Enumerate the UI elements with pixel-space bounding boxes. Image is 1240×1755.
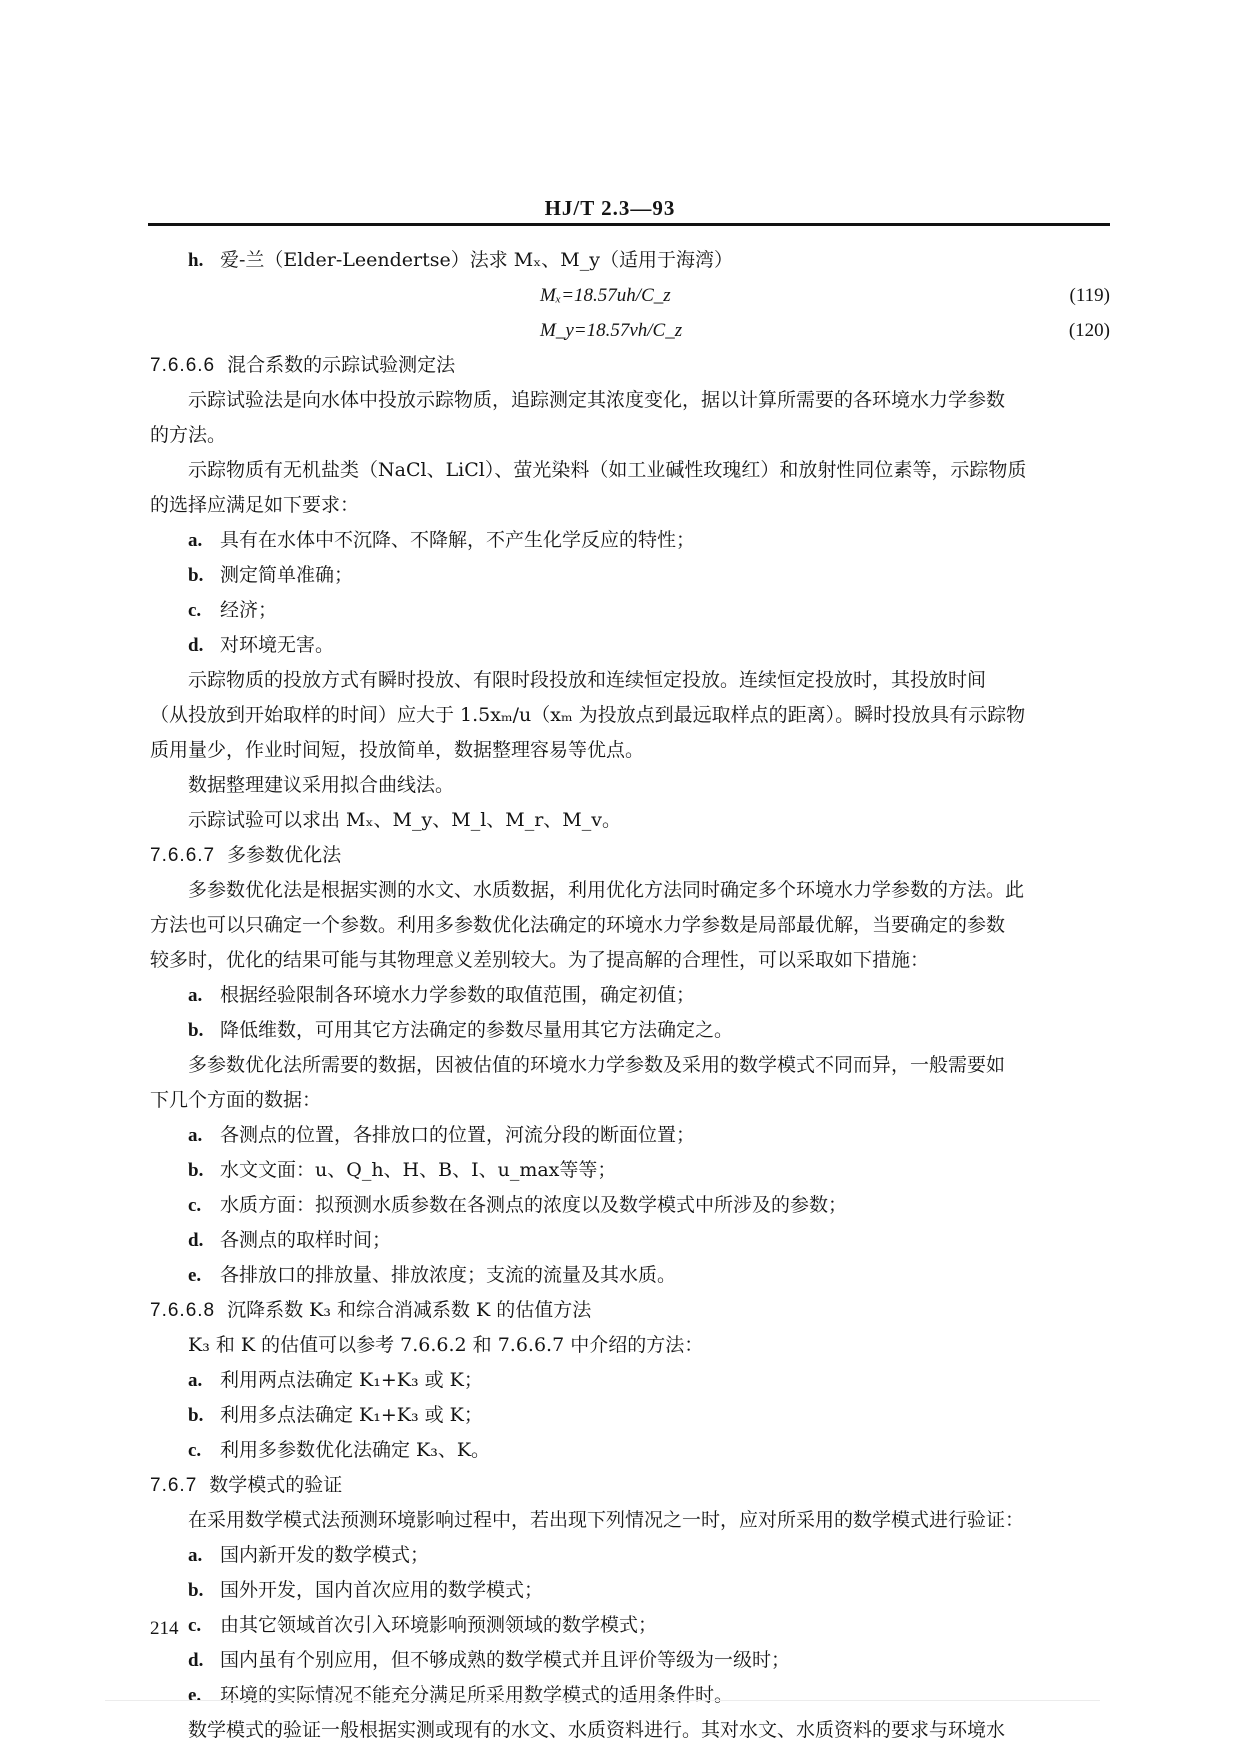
- paragraph-line: 示踪试验法是向水体中投放示踪物质，追踪测定其浓度变化，据以计算所需要的各环境水力学参数: [188, 389, 1006, 411]
- item-text: 具有在水体中不沉降、不降解，不产生化学反应的特性；: [220, 529, 696, 551]
- paragraph-line: 示踪物质有无机盐类（NaCl、LiCl）、萤光染料（如工业碱性玫瑰红）和放射性同位素等，示踪物质: [188, 459, 1027, 481]
- item-text: 爱-兰（Elder-Leendertse）法求 Mₓ、M_y（适用于海湾）: [220, 249, 733, 271]
- equation-119: [150, 278, 1110, 313]
- section-number: 7.6.7: [150, 1475, 198, 1496]
- item-label: d.: [188, 1650, 204, 1671]
- item-text: 根据经验限制各环境水力学参数的取值范围，确定初值；: [220, 984, 696, 1006]
- item-label: a.: [188, 985, 203, 1006]
- paragraph-line: （从投放到开始取样的时间）应大于 1.5xₘ/u（xₘ 为投放点到最远取样点的距离）。瞬时投放具有示踪物: [150, 704, 1026, 726]
- item-text: 水文文面：u、Q_h、H、B、I、u_max等等；: [220, 1159, 617, 1181]
- section-number: 7.6.6.8: [150, 1300, 216, 1321]
- section-title: 混合系数的示踪试验测定法: [227, 354, 456, 376]
- paragraph-line: K₃ 和 K 的估值可以参考 7.6.6.2 和 7.6.6.7 中介绍的方法：: [188, 1334, 704, 1356]
- item-text: 各测点的位置，各排放口的位置，河流分段的断面位置；: [220, 1124, 696, 1146]
- list-item: [150, 1188, 1110, 1223]
- paragraph-line: 质用量少，作业时间短，投放简单，数据整理容易等优点。: [150, 739, 645, 761]
- paragraph-line: 多参数优化法是根据实测的水文、水质数据，利用优化方法同时确定多个环境水力学参数的方法。此: [188, 879, 1025, 901]
- item-label: c.: [188, 1195, 202, 1216]
- paragraph-line: 数据整理建议采用拟合曲线法。: [188, 774, 455, 796]
- item-text: 国内虽有个别应用，但不够成熟的数学模式并且评价等级为一级时；: [220, 1649, 791, 1671]
- paragraph-line: 示踪物质的投放方式有瞬时投放、有限时段投放和连续恒定投放。连续恒定投放时，其投放时间: [188, 669, 987, 691]
- item-text: 水质方面：拟预测水质参数在各测点的浓度以及数学模式中所涉及的参数；: [220, 1194, 848, 1216]
- section-heading-7-6-6-7: [150, 838, 1110, 873]
- list-item: [150, 1223, 1110, 1258]
- item-text: 各测点的取样时间；: [220, 1229, 392, 1251]
- list-item: [150, 558, 1110, 593]
- equation-formula: Mₓ=18.57uh/C_z: [540, 285, 671, 306]
- section-heading-7-6-6-8: [150, 1293, 1110, 1328]
- paragraph-line: 在采用数学模式法预测环境影响过程中，若出现下列情况之一时，应对所采用的数学模式进行验证：: [188, 1509, 1025, 1531]
- item-text: 测定简单准确；: [220, 564, 354, 586]
- section-number: 7.6.6.6: [150, 355, 216, 376]
- page-body: [150, 243, 1110, 1748]
- item-label: a.: [188, 1370, 203, 1391]
- list-item: [150, 1573, 1110, 1608]
- item-label: c.: [188, 600, 202, 621]
- item-label: a.: [188, 1125, 203, 1146]
- list-item: [150, 1678, 1110, 1713]
- footer-rule: [105, 1700, 1100, 1701]
- list-item: [150, 1433, 1110, 1468]
- list-item: [150, 1258, 1110, 1293]
- item-text: 对环境无害。: [220, 634, 335, 656]
- list-item: [150, 1363, 1110, 1398]
- equation-number: (119): [1069, 285, 1110, 306]
- list-item: [150, 1643, 1110, 1678]
- item-label: b.: [188, 1405, 204, 1426]
- list-item-h: [150, 243, 1110, 278]
- item-text: 国内新开发的数学模式；: [220, 1544, 430, 1566]
- list-item: [150, 1118, 1110, 1153]
- item-label: e.: [188, 1265, 202, 1286]
- item-text: 各排放口的排放量、排放浓度；支流的流量及其水质。: [220, 1264, 677, 1286]
- item-text: 降低维数，可用其它方法确定的参数尽量用其它方法确定之。: [220, 1019, 734, 1041]
- paragraph-line: 的方法。: [150, 424, 227, 446]
- paragraph-line: 示踪试验可以求出 Mₓ、M_y、M_l、M_r、M_v。: [188, 809, 621, 831]
- list-item: [150, 1398, 1110, 1433]
- page-number: 214: [150, 1618, 179, 1639]
- item-label: b.: [188, 1160, 204, 1181]
- section-number: 7.6.6.7: [150, 845, 216, 866]
- paragraph-line: 方法也可以只确定一个参数。利用多参数优化法确定的环境水力学参数是局部最优解，当要确定的参数: [150, 914, 1006, 936]
- item-label: b.: [188, 565, 204, 586]
- list-item: [150, 1153, 1110, 1188]
- item-text: 由其它领域首次引入环境影响预测领域的数学模式；: [220, 1614, 658, 1636]
- list-item: [150, 1608, 1110, 1643]
- header-rule: [148, 223, 1110, 226]
- document-code: HJ/T 2.3—93: [544, 196, 676, 220]
- list-item: [150, 628, 1110, 663]
- item-label: c.: [188, 1615, 202, 1636]
- item-label: d.: [188, 1230, 204, 1251]
- section-heading-7-6-7: [150, 1468, 1110, 1503]
- item-label: b.: [188, 1580, 204, 1601]
- list-item: [150, 1013, 1110, 1048]
- item-text: 利用多点法确定 K₁+K₃ 或 K；: [220, 1404, 483, 1426]
- list-item: [150, 593, 1110, 628]
- paragraph-line: 的选择应满足如下要求：: [150, 494, 360, 516]
- item-label: h.: [188, 250, 204, 271]
- list-item: [150, 523, 1110, 558]
- item-label: c.: [188, 1440, 202, 1461]
- item-text: 环境的实际情况不能充分满足所采用数学模式的适用条件时。: [220, 1684, 734, 1706]
- item-label: d.: [188, 635, 204, 656]
- item-label: e.: [188, 1685, 202, 1706]
- item-text: 利用两点法确定 K₁+K₃ 或 K；: [220, 1369, 483, 1391]
- list-item: [150, 978, 1110, 1013]
- item-label: b.: [188, 1020, 204, 1041]
- item-text: 利用多参数优化法确定 K₃、K。: [220, 1439, 491, 1461]
- section-heading-7-6-6-6: [150, 348, 1110, 383]
- section-title: 多参数优化法: [227, 844, 342, 866]
- item-text: 经济；: [220, 599, 278, 621]
- equation-formula: M_y=18.57vh/C_z: [540, 320, 683, 341]
- equation-120: [150, 313, 1110, 348]
- paragraph-line: 下几个方面的数据：: [150, 1089, 322, 1111]
- item-text: 国外开发，国内首次应用的数学模式；: [220, 1579, 544, 1601]
- section-title: 沉降系数 K₃ 和综合消减系数 K 的估值方法: [227, 1299, 592, 1321]
- paragraph-line: 较多时，优化的结果可能与其物理意义差别较大。为了提高解的合理性，可以采取如下措施：: [150, 949, 930, 971]
- section-title: 数学模式的验证: [209, 1474, 343, 1496]
- equation-number: (120): [1068, 320, 1110, 341]
- item-label: a.: [188, 530, 203, 551]
- paragraph-line: 数学模式的验证一般根据实测或现有的水文、水质资料进行。其对水文、水质资料的要求与环境水: [188, 1719, 1006, 1741]
- paragraph-line: 多参数优化法所需要的数据，因被估值的环境水力学参数及采用的数学模式不同而异，一般需要如: [188, 1054, 1006, 1076]
- list-item: [150, 1538, 1110, 1573]
- item-label: a.: [188, 1545, 203, 1566]
